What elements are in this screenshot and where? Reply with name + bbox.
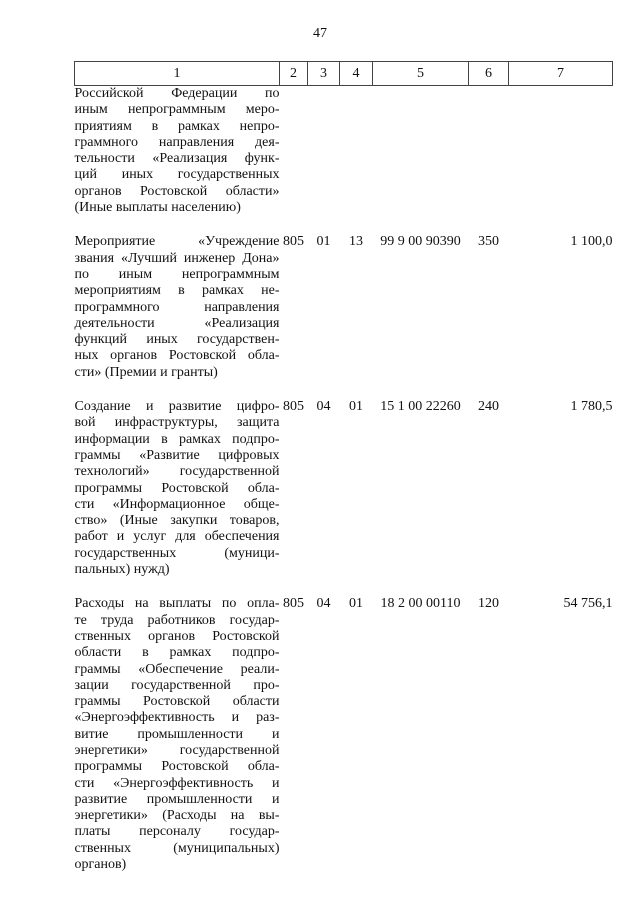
description-line: Мероприятие «Учреждение (74, 234, 280, 250)
description-line: те труда работников государ- (74, 612, 280, 628)
description-line: деятельности «Реализация (74, 315, 280, 331)
description-line: энергетики» государственной (74, 742, 280, 758)
description-cell (75, 86, 280, 217)
description-line: энергетики» (Расходы на вы- (74, 808, 280, 824)
description-line: зации государственной про- (74, 677, 280, 693)
description-line: ство» (Иные закупки товаров, (74, 513, 280, 529)
target-article-cell (373, 86, 469, 217)
subsection-cell: 13 (349, 234, 363, 250)
description-line: пальных) нужд) (74, 562, 170, 578)
amount-cell: 1 100,0 (570, 234, 613, 250)
description-line: органов) (74, 857, 127, 873)
column-header: 5 (373, 62, 469, 86)
description-line: Создание и развитие цифро- (74, 399, 280, 415)
description-line: ных органов Ростовской обла- (74, 348, 280, 364)
description-line: по иным непрограммным (74, 266, 280, 282)
target-article-cell: 15 1 00 22260 (380, 399, 461, 415)
description-line: тельности «Реализация функ- (74, 151, 280, 167)
description-line: граммы «Обеспечение реали- (74, 661, 280, 677)
description-line: приятиям в рамках непро- (74, 118, 280, 134)
column-header: 6 (469, 62, 509, 86)
table-row (75, 234, 613, 381)
amount-cell: 1 780,5 (570, 399, 613, 415)
row-spacer-cell (75, 216, 613, 234)
description-line: программы Ростовской обла- (74, 480, 280, 496)
page-number: 47 (313, 26, 327, 41)
description-line: вой инфраструктуры, защита (74, 415, 280, 431)
description-cell (75, 596, 280, 873)
description-line: мероприятиям в рамках не- (74, 283, 280, 299)
description-line: работ и услуг для обеспечения (74, 529, 280, 545)
description-line: платы персоналу государ- (74, 824, 280, 840)
budget-table (74, 61, 613, 873)
description-line: развитие промышленности и (74, 791, 280, 807)
amount-cell (509, 86, 613, 217)
expense-type-cell (469, 86, 509, 217)
expense-type-cell: 350 (478, 234, 499, 250)
description-line: звания «Лучший инженер Дона» (74, 250, 280, 266)
description-line: иным непрограммным меро- (74, 102, 280, 118)
column-header: 7 (509, 62, 613, 86)
expense-type-cell: 120 (478, 596, 499, 612)
description-line: (Иные выплаты населению) (74, 200, 241, 216)
table-row (75, 86, 613, 217)
column-header: 4 (340, 62, 373, 86)
column-header: 1 (75, 62, 280, 86)
description-line: Расходы на выплаты по опла- (74, 596, 280, 612)
description-line: программы Ростовской обла- (74, 759, 280, 775)
description-line: ственных (муниципальных) (74, 840, 280, 856)
ministry-code-cell: 805 (283, 234, 304, 250)
description-line: программного направления (74, 299, 280, 315)
section-cell: 01 (316, 234, 331, 250)
description-line: ций иных государственных (74, 167, 280, 183)
description-line: государственных (муници- (74, 545, 280, 561)
subsection-cell: 01 (349, 596, 363, 612)
description-line: технологий» государственной (74, 464, 280, 480)
table-row (75, 399, 613, 578)
section-cell (308, 86, 340, 217)
description-line: витие промышленности и (74, 726, 280, 742)
subsection-cell: 01 (349, 399, 363, 415)
description-line: граммного направления дея- (74, 134, 280, 150)
description-cell (75, 234, 280, 381)
description-line: области в рамках подпро- (74, 645, 280, 661)
description-line: граммы «Развитие цифровых (74, 447, 280, 463)
section-cell: 04 (316, 596, 331, 612)
row-spacer-cell (75, 381, 613, 399)
row-spacer-cell (75, 578, 613, 596)
row-spacer (75, 381, 613, 399)
row-spacer (75, 578, 613, 596)
ministry-code-cell: 805 (283, 399, 304, 415)
description-line: функций иных государствен- (74, 332, 280, 348)
table-row (75, 596, 613, 873)
target-article-cell: 99 9 00 90390 (380, 234, 461, 250)
description-line: информации в рамках подпро- (74, 431, 280, 447)
description-line: сти» (Премии и гранты) (74, 364, 218, 380)
ministry-code-cell (280, 86, 308, 217)
description-line: органов Ростовской области» (74, 183, 280, 199)
description-line: граммы Ростовской области (74, 694, 280, 710)
column-header-row (75, 62, 613, 86)
description-cell (75, 399, 280, 578)
description-line: сти «Энергоэффективность и (74, 775, 280, 791)
description-line: ственных органов Ростовской (74, 628, 280, 644)
subsection-cell (340, 86, 373, 217)
expense-type-cell: 240 (478, 399, 499, 415)
column-header: 2 (280, 62, 308, 86)
description-line: сти «Информационное обще- (74, 496, 280, 512)
amount-cell: 54 756,1 (563, 596, 613, 612)
column-header: 3 (308, 62, 340, 86)
target-article-cell: 18 2 00 00110 (380, 596, 461, 612)
ministry-code-cell: 805 (283, 596, 304, 612)
description-line: Российской Федерации по (74, 86, 280, 101)
description-line: «Энергоэффективность и раз- (74, 710, 280, 726)
row-spacer (75, 216, 613, 234)
section-cell: 04 (316, 399, 331, 415)
